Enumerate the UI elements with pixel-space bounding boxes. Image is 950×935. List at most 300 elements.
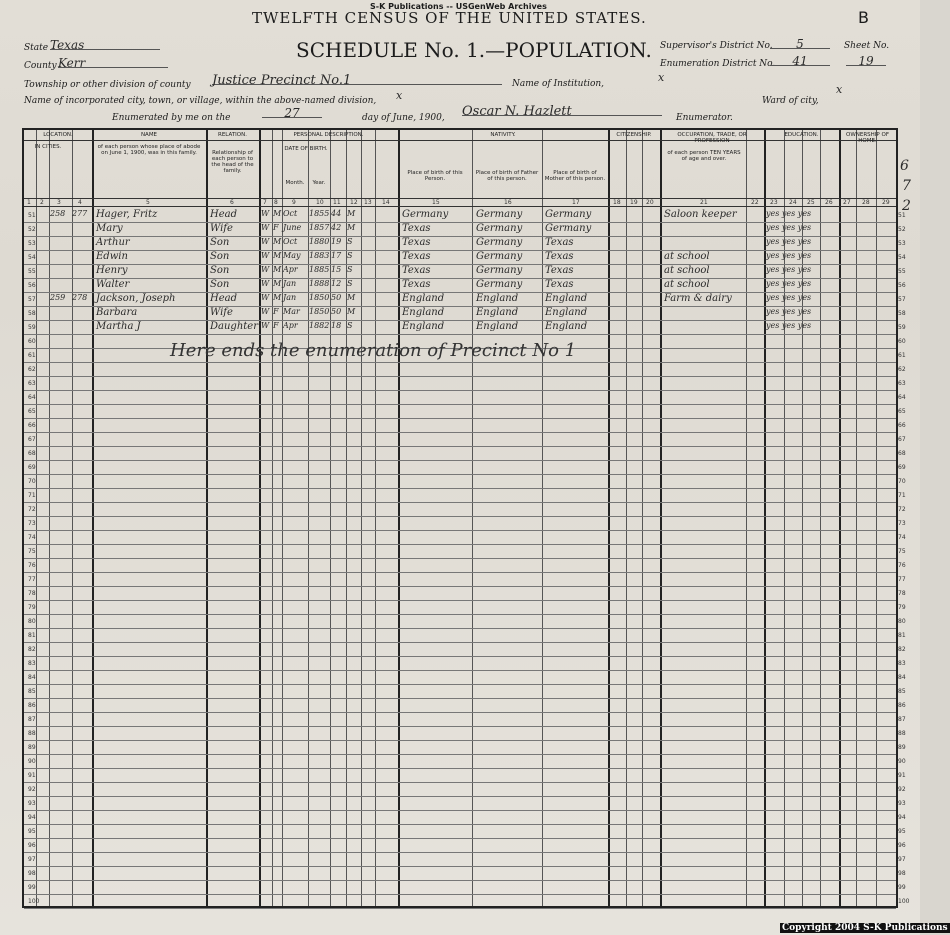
- cell-age: 19: [331, 237, 342, 246]
- row-number: 85: [28, 688, 36, 695]
- row-number-right: 75: [898, 548, 906, 555]
- cell-age: 42: [331, 223, 342, 232]
- row-number-right: 96: [898, 842, 906, 849]
- row-number: 90: [28, 758, 36, 765]
- row-number: 62: [28, 366, 36, 373]
- cell-year: 1857: [309, 223, 330, 232]
- cell-age: 18: [331, 321, 342, 330]
- table-row-line: [24, 516, 896, 517]
- cell-color: W: [261, 279, 270, 288]
- cell-color: W: [261, 293, 270, 302]
- cell-marital: S: [347, 251, 353, 260]
- table-row-line: [24, 390, 896, 391]
- cell-year: 1855: [309, 209, 330, 218]
- row-number: 59: [28, 324, 36, 331]
- cell-marital: M: [347, 209, 356, 218]
- row-number-right: 83: [898, 660, 906, 667]
- row-number: 75: [28, 548, 36, 555]
- name-description: of each person whose place of abode on June 1, 1900, was in this family.: [97, 144, 201, 156]
- cell-nativity-mother: England: [545, 321, 588, 332]
- table-row-line: [24, 418, 896, 419]
- table-row-line: [24, 908, 896, 909]
- row-number: 64: [28, 394, 36, 401]
- cell-nativity-father: England: [476, 293, 519, 304]
- row-number-right: 74: [898, 534, 906, 541]
- row-number: 97: [28, 856, 36, 863]
- table-row-line: [24, 502, 896, 503]
- cell-sex: F: [273, 223, 279, 232]
- cell-relation: Daughter: [210, 321, 258, 332]
- cell-marital: M: [347, 293, 356, 302]
- row-number: 67: [28, 436, 36, 443]
- row-number-right: 51: [898, 212, 906, 219]
- table-row-line: [24, 782, 896, 783]
- cell-sex: F: [273, 321, 279, 330]
- table-row-line: [24, 698, 896, 699]
- row-number-right: 60: [898, 338, 906, 345]
- cell-age: 50: [331, 293, 342, 302]
- in-cities-header: IN CITIES.: [34, 144, 62, 150]
- table-row-line: [24, 768, 896, 769]
- personal-header: PERSONAL DESCRIPTION.: [293, 132, 364, 138]
- cell-nativity-father: Germany: [476, 279, 523, 290]
- name-header: NAME: [140, 132, 158, 138]
- table-row-line: [24, 572, 896, 573]
- row-number-right: 82: [898, 646, 906, 653]
- row-number-right: 54: [898, 254, 906, 261]
- cell-education: yes yes yes: [766, 209, 812, 218]
- cell-relation: Head: [210, 293, 238, 304]
- cell-education: yes yes yes: [766, 321, 812, 330]
- cell-nativity-father: Germany: [476, 223, 523, 234]
- row-number: 98: [28, 870, 36, 877]
- cell-age: 17: [331, 251, 342, 260]
- ward-label: Ward of city,: [762, 96, 819, 106]
- table-row-line: [24, 404, 896, 405]
- row-number-right: 79: [898, 604, 906, 611]
- row-number-right: 65: [898, 408, 906, 415]
- row-number-right: 91: [898, 772, 906, 779]
- cell-education: yes yes yes: [766, 293, 812, 302]
- cell-year: 1888: [309, 279, 330, 288]
- cell-nativity-mother: Texas: [545, 251, 574, 262]
- cell-education: yes yes yes: [766, 251, 812, 260]
- row-number-right: 57: [898, 296, 906, 303]
- closing-note: Here ends the enumeration of Precinct No 1: [170, 340, 577, 361]
- cell-year: 1885: [309, 265, 330, 274]
- row-number-right: 59: [898, 324, 906, 331]
- sheet-letter: B: [858, 8, 869, 27]
- row-number: 93: [28, 800, 36, 807]
- cell-occupation: at school: [664, 265, 710, 276]
- row-number-right: 67: [898, 436, 906, 443]
- ward-value: x: [836, 83, 843, 96]
- cell-nativity-person: Texas: [402, 251, 431, 262]
- row-number: 60: [28, 338, 36, 345]
- row-number-right: 94: [898, 814, 906, 821]
- row-number-right: 89: [898, 744, 906, 751]
- day-of-june-label: day of June, 1900,: [362, 113, 445, 123]
- birth-header: DATE OF BIRTH.: [284, 146, 328, 152]
- row-number: 88: [28, 730, 36, 737]
- table-row-line: [24, 600, 896, 601]
- table-row-line: [24, 796, 896, 797]
- row-number-right: 55: [898, 268, 906, 275]
- table-row-line: [24, 824, 896, 825]
- row-number: 95: [28, 828, 36, 835]
- education-header: EDUCATION.: [784, 132, 819, 138]
- cell-name: Walter: [96, 279, 130, 290]
- cell-relation: Son: [210, 237, 230, 248]
- row-number-right: 98: [898, 870, 906, 877]
- cell-nativity-mother: Germany: [545, 209, 592, 220]
- cell-nativity-mother: England: [545, 307, 588, 318]
- cell-nativity-mother: Texas: [545, 265, 574, 276]
- year-header: Year.: [312, 180, 326, 186]
- cell-dwelling: 258: [50, 209, 66, 218]
- cell-relation: Son: [210, 251, 230, 262]
- county-value: Kerr: [58, 56, 168, 68]
- cell-sex: F: [273, 307, 279, 316]
- cell-marital: S: [347, 321, 353, 330]
- row-number-right: 58: [898, 310, 906, 317]
- cell-nativity-person: Texas: [402, 265, 431, 276]
- row-number: 80: [28, 618, 36, 625]
- cell-dwelling: 259: [50, 293, 66, 302]
- table-row-line: [24, 810, 896, 811]
- cell-year: 1882: [309, 321, 330, 330]
- cell-marital: M: [347, 223, 356, 232]
- table-row-line: [24, 642, 896, 643]
- cell-nativity-father: England: [476, 321, 519, 332]
- cell-occupation: Saloon keeper: [664, 209, 737, 220]
- cell-color: W: [261, 237, 270, 246]
- row-number-right: 76: [898, 562, 906, 569]
- table-row-line: [24, 474, 896, 475]
- table-row-line: [24, 488, 896, 489]
- incorporated-label: Name of incorporated city, town, or village, within the above-named division,: [24, 96, 377, 106]
- cell-name: Edwin: [96, 251, 128, 262]
- publisher-line: S-K Publications -- USGenWeb Archives: [370, 2, 547, 11]
- table-row-line: [24, 726, 896, 727]
- table-row-line: [24, 684, 896, 685]
- row-number-right: 100: [898, 898, 910, 905]
- row-number-right: 80: [898, 618, 906, 625]
- row-number: 52: [28, 226, 36, 233]
- cell-year: 1850: [309, 293, 330, 302]
- cell-age: 44: [331, 209, 342, 218]
- cell-nativity-father: Germany: [476, 251, 523, 262]
- row-number: 61: [28, 352, 36, 359]
- row-number: 86: [28, 702, 36, 709]
- row-number-right: 68: [898, 450, 906, 457]
- table-row-line: [24, 460, 896, 461]
- county-label: County: [24, 61, 57, 71]
- row-number-right: 56: [898, 282, 906, 289]
- table-row-line: [24, 334, 896, 335]
- row-number: 92: [28, 786, 36, 793]
- row-number: 81: [28, 632, 36, 639]
- row-number: 54: [28, 254, 36, 261]
- cell-nativity-person: Texas: [402, 237, 431, 248]
- table-row-line: [24, 446, 896, 447]
- row-number: 73: [28, 520, 36, 527]
- table-row-line: [24, 586, 896, 587]
- row-number-right: 73: [898, 520, 906, 527]
- cell-nativity-person: Germany: [402, 209, 449, 220]
- table-row-line: [24, 740, 896, 741]
- cell-nativity-father: Germany: [476, 265, 523, 276]
- row-number: 57: [28, 296, 36, 303]
- row-number: 91: [28, 772, 36, 779]
- cell-nativity-person: England: [402, 293, 445, 304]
- cell-marital: M: [347, 307, 356, 316]
- copyright: Copyright 2004 S-K Publications: [782, 923, 948, 933]
- sheet-no-label: Sheet No.: [844, 41, 890, 51]
- occupation-description: of each person TEN YEARS of age and over.: [667, 150, 741, 162]
- margin-number-2: 7: [902, 178, 911, 194]
- cell-nativity-person: England: [402, 307, 445, 318]
- row-number-right: 62: [898, 366, 906, 373]
- schedule-title: SCHEDULE No. 1.—POPULATION.: [296, 38, 652, 62]
- row-number-right: 72: [898, 506, 906, 513]
- row-number-right: 64: [898, 394, 906, 401]
- cell-relation: Head: [210, 209, 238, 220]
- enumeration-district-value: 41: [770, 54, 830, 66]
- row-number-right: 86: [898, 702, 906, 709]
- margin-number-3: 2: [902, 198, 911, 214]
- row-number: 55: [28, 268, 36, 275]
- row-number-right: 93: [898, 800, 906, 807]
- cell-age: 12: [331, 279, 342, 288]
- institution-value: x: [658, 71, 665, 84]
- cell-occupation: Farm & dairy: [664, 293, 732, 304]
- cell-name: Jackson, Joseph: [96, 293, 176, 304]
- row-number: 100: [28, 898, 40, 905]
- row-number-right: 69: [898, 464, 906, 471]
- table-row-line: [24, 558, 896, 559]
- row-number: 69: [28, 464, 36, 471]
- table-row-line: [24, 628, 896, 629]
- row-number-right: 52: [898, 226, 906, 233]
- cell-relation: Wife: [210, 223, 233, 234]
- row-number-right: 66: [898, 422, 906, 429]
- row-number-right: 61: [898, 352, 906, 359]
- cell-sex: M: [273, 209, 282, 218]
- table-row-line: [24, 530, 896, 531]
- row-number: 84: [28, 674, 36, 681]
- row-number-right: 70: [898, 478, 906, 485]
- cell-family: 278: [72, 293, 88, 302]
- cell-month: Oct: [283, 237, 298, 246]
- row-number-right: 71: [898, 492, 906, 499]
- state-value: Texas: [50, 38, 160, 50]
- table-row-line: [24, 432, 896, 433]
- row-number: 83: [28, 660, 36, 667]
- cell-education: yes yes yes: [766, 237, 812, 246]
- row-number: 77: [28, 576, 36, 583]
- cell-sex: M: [273, 251, 282, 260]
- supervisor-value: 5: [770, 37, 830, 49]
- cell-occupation: at school: [664, 251, 710, 262]
- row-number: 76: [28, 562, 36, 569]
- row-number: 82: [28, 646, 36, 653]
- cell-month: May: [283, 251, 301, 260]
- row-number: 70: [28, 478, 36, 485]
- table-row-line: [24, 754, 896, 755]
- cell-age: 50: [331, 307, 342, 316]
- cell-nativity-mother: Texas: [545, 237, 574, 248]
- cell-color: W: [261, 265, 270, 274]
- table-row-line: [24, 852, 896, 853]
- enumerator-label: Enumerator.: [676, 113, 733, 123]
- table-row-line: [24, 544, 896, 545]
- row-number-right: 78: [898, 590, 906, 597]
- row-number-right: 92: [898, 786, 906, 793]
- cell-relation: Son: [210, 279, 230, 290]
- cell-nativity-father: England: [476, 307, 519, 318]
- supervisor-label: Supervisor's District No.: [660, 41, 773, 51]
- cell-color: W: [261, 223, 270, 232]
- cell-name: Mary: [96, 223, 123, 234]
- cell-sex: M: [273, 279, 282, 288]
- occupation-header: OCCUPATION, TRADE, OR PROFESSION: [677, 132, 747, 144]
- cell-marital: S: [347, 265, 353, 274]
- cell-nativity-person: Texas: [402, 223, 431, 234]
- census-title: TWELFTH CENSUS OF THE UNITED STATES.: [252, 9, 647, 27]
- row-number: 74: [28, 534, 36, 541]
- row-number-right: 84: [898, 674, 906, 681]
- cell-sex: M: [273, 293, 282, 302]
- cell-color: W: [261, 321, 270, 330]
- state-label: State: [24, 43, 49, 53]
- cell-name: Henry: [96, 265, 128, 276]
- cell-relation: Son: [210, 265, 230, 276]
- row-number-right: 85: [898, 688, 906, 695]
- cell-education: yes yes yes: [766, 223, 812, 232]
- row-number: 63: [28, 380, 36, 387]
- table-row-line: [24, 866, 896, 867]
- cell-year: 1850: [309, 307, 330, 316]
- cell-nativity-father: Germany: [476, 209, 523, 220]
- cell-month: Jan: [283, 293, 297, 302]
- row-number-right: 53: [898, 240, 906, 247]
- row-number-right: 77: [898, 576, 906, 583]
- enumeration-district-label: Enumeration District No.: [660, 59, 776, 69]
- cell-color: W: [261, 251, 270, 260]
- row-number: 56: [28, 282, 36, 289]
- table-row-line: [24, 880, 896, 881]
- row-number: 96: [28, 842, 36, 849]
- ownership-header: OWNERSHIP OF HOME.: [846, 132, 889, 144]
- cell-nativity-mother: England: [545, 293, 588, 304]
- row-number-right: 97: [898, 856, 906, 863]
- row-number: 87: [28, 716, 36, 723]
- sheet-no-value: 19: [846, 54, 886, 66]
- table-row-line: [24, 362, 896, 363]
- population-table: LOCATION. IN CITIES. NAME of each person whose place of abode on June 1, 1900, was in this family. RELATION. Relationship of each person to the head of the family. PERSONAL DESCRIPTION. DATE OF BIRTH. Month. Year. NATIVITY. Place of birth of this Person. Place of birth of Father of this person. Place of birth of Mother of this person. CITIZENSHIP. OCCUPATION, TRADE, OR PROFESSION of each person TEN YEARS of age and over. EDUCATION. OWNERSHIP OF HOME. 1 2 3 4 5 6 7 8 9 10 11 12 13 14 15 16 17 18 19 20 21 22 23 24 25 26 27 28 29 51 51 52 52 53 53 54 54 55 55 56 56 57 57 58 58 59 59 60 60 61 61 62 62 63 63 64 64 65 65 66 66 67 67 68 68 69 69 70 70 71 71 72 72 73 73 74 74 75 75 76 76 77 77 78 78 79 79 80 80 81 81 82 82 83 83 84 84 85 85 86 86 87 87 88 88 89 89 90 90 91 91 92 92 93 93 94 94 95 95 96 96 97 97 98 98 99 99 100 100 258 277 Hager, Fritz Head W M Oct 1855 44 M Germany Germany Germany Saloon keeper yes yes yes Mary Wife W F June 1857 42 M Texas Germany Germany yes yes yes Arthur Son W M Oct 1880 19 S Texas Germany Texas yes yes yes Edwin Son W M May 1883 17 S Texas Germany Texas at school yes yes yes Henry Son W M Apr 1885 15 S Texas Germany Texas at school yes yes yes Walter Son W M Jan 1888 12 S Texas Germany Texas at school yes yes yes 259 278 Jackson, Joseph Head W M Jan 1850 50 M England England England Farm & dairy yes yes yes Barbara Wife W F Mar 1850 50 M England England England yes yes yes Martha J Daughter W F Apr 1882 18 S England England England yes yes yes: [22, 128, 898, 908]
- row-number: 58: [28, 310, 36, 317]
- citizenship-header: CITIZENSHIP.: [616, 132, 652, 138]
- cell-nativity-father: Germany: [476, 237, 523, 248]
- relation-header: RELATION.: [218, 132, 247, 138]
- margin-number-1: 6: [900, 158, 909, 174]
- nativity-header: NATIVITY.: [490, 132, 516, 138]
- nativity-father-header: Place of birth of Father of this person.: [475, 170, 539, 182]
- row-number: 78: [28, 590, 36, 597]
- table-row-line: [24, 614, 896, 615]
- relation-description: Relationship of each person to the head of the family.: [211, 150, 254, 174]
- day-value: 27: [262, 106, 322, 118]
- cell-month: June: [283, 223, 302, 232]
- cell-name: Martha J: [96, 321, 141, 332]
- row-number: 79: [28, 604, 36, 611]
- cell-education: yes yes yes: [766, 307, 812, 316]
- cell-color: W: [261, 307, 270, 316]
- table-row-line: [24, 656, 896, 657]
- cell-marital: S: [347, 237, 353, 246]
- cell-age: 15: [331, 265, 342, 274]
- table-row-line: [24, 838, 896, 839]
- cell-sex: M: [273, 265, 282, 274]
- township-label: Township or other division of county: [24, 80, 191, 90]
- table-row-line: [24, 670, 896, 671]
- incorporated-value: x: [396, 89, 403, 102]
- row-number-right: 99: [898, 884, 906, 891]
- cell-nativity-person: England: [402, 321, 445, 332]
- row-number: 51: [28, 212, 36, 219]
- township-value: Justice Precinct No.1: [212, 73, 502, 85]
- enumerator-value: Oscar N. Hazlett: [462, 104, 662, 116]
- cell-name: Arthur: [96, 237, 130, 248]
- row-number-right: 90: [898, 758, 906, 765]
- row-number-right: 81: [898, 632, 906, 639]
- cell-relation: Wife: [210, 307, 233, 318]
- row-number: 94: [28, 814, 36, 821]
- table-row-line: [24, 376, 896, 377]
- enumerated-label: Enumerated by me on the: [112, 113, 231, 123]
- row-number: 71: [28, 492, 36, 499]
- cell-nativity-mother: Germany: [545, 223, 592, 234]
- row-number: 89: [28, 744, 36, 751]
- nativity-person-header: Place of birth of this Person.: [407, 170, 463, 182]
- cell-education: yes yes yes: [766, 265, 812, 274]
- location-header: LOCATION.: [43, 132, 73, 138]
- cell-family: 277: [72, 209, 88, 218]
- cell-name: Barbara: [96, 307, 138, 318]
- cell-month: Oct: [283, 209, 298, 218]
- cell-color: W: [261, 209, 270, 218]
- row-number: 66: [28, 422, 36, 429]
- row-number-right: 95: [898, 828, 906, 835]
- cell-month: Apr: [283, 265, 298, 274]
- cell-marital: S: [347, 279, 353, 288]
- cell-month: Apr: [283, 321, 298, 330]
- row-number-right: 63: [898, 380, 906, 387]
- row-number: 65: [28, 408, 36, 415]
- cell-year: 1880: [309, 237, 330, 246]
- cell-month: Mar: [283, 307, 300, 316]
- cell-year: 1883: [309, 251, 330, 260]
- cell-name: Hager, Fritz: [96, 209, 158, 220]
- cell-occupation: at school: [664, 279, 710, 290]
- institution-label: Name of Institution,: [512, 79, 605, 89]
- table-row-line: [24, 894, 896, 895]
- row-number: 53: [28, 240, 36, 247]
- table-row-line: [24, 712, 896, 713]
- row-number: 72: [28, 506, 36, 513]
- cell-sex: M: [273, 237, 282, 246]
